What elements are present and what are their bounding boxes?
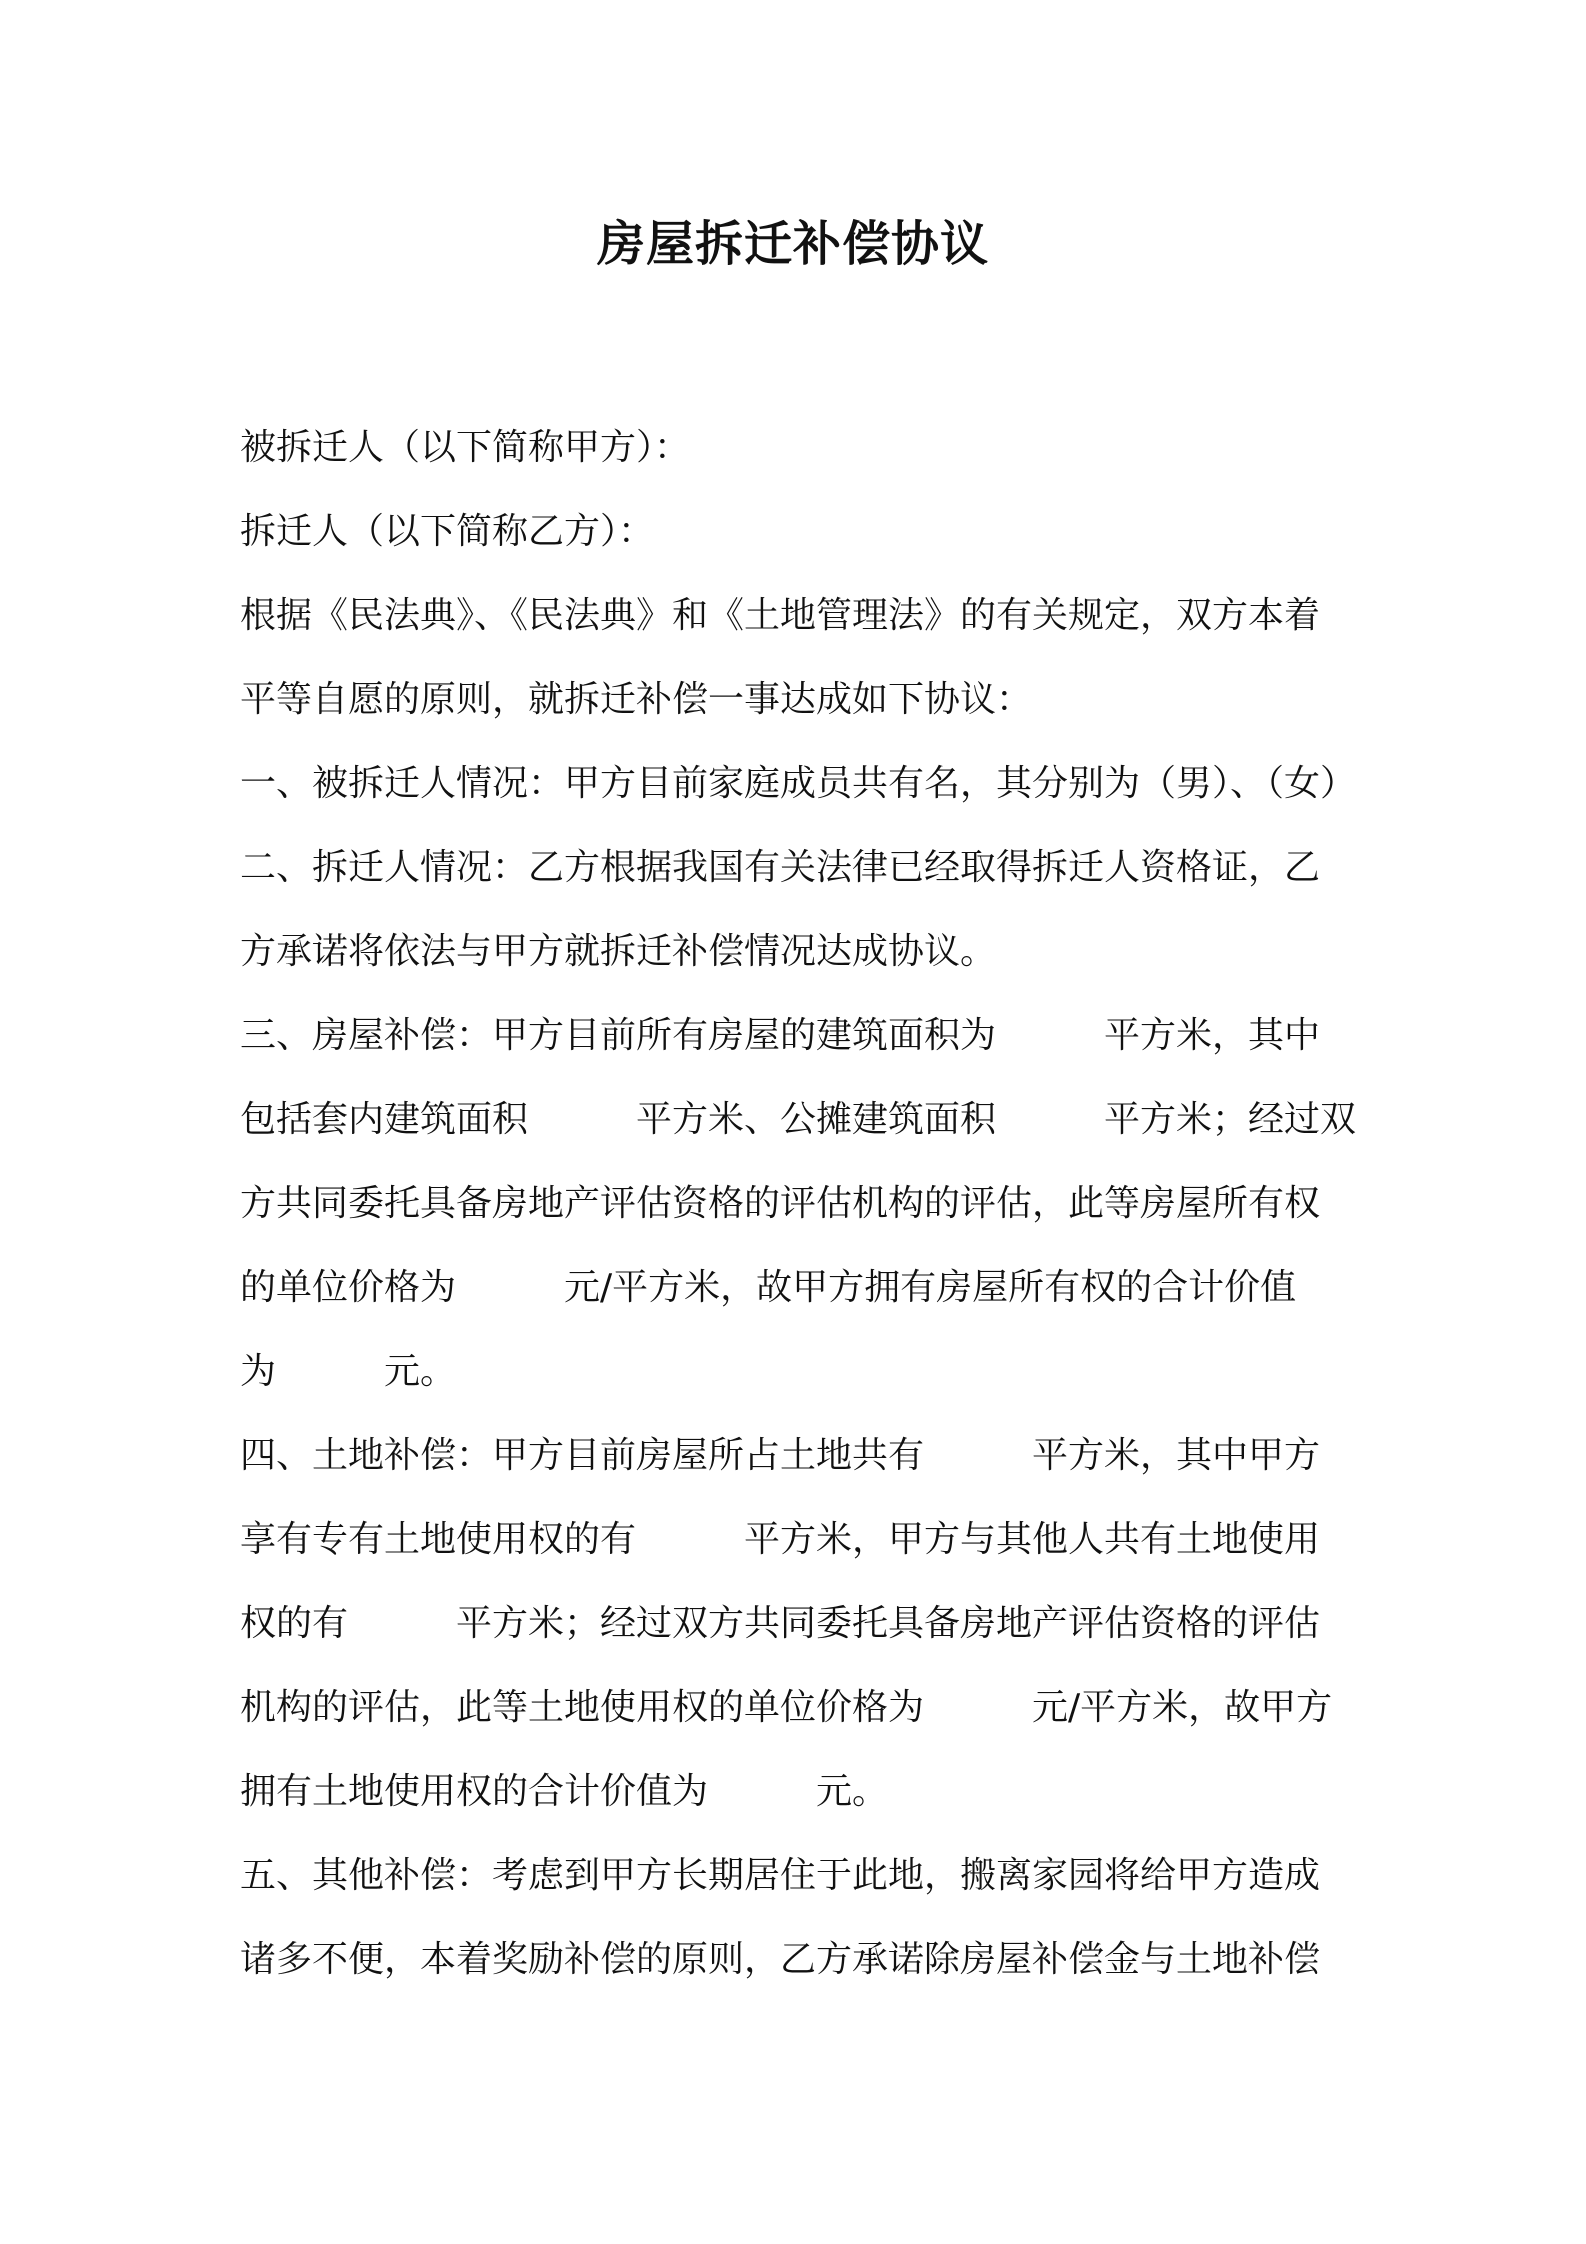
body-line: 四、土地补偿：甲方目前房屋所占土地共有 平方米，其中甲方 [240, 1435, 1321, 1476]
body-line: 二、拆迁人情况：乙方根据我国有关法律已经取得拆迁人资格证，乙 [240, 847, 1321, 888]
body-line: 平等自愿的原则，就拆迁补偿一事达成如下协议： [240, 679, 1033, 720]
body-line: 拥有土地使用权的合计价值为 元。 [240, 1771, 889, 1812]
body-line: 诸多不便，本着奖励补偿的原则，乙方承诺除房屋补偿金与土地补偿 [240, 1939, 1321, 1980]
body-line: 被拆迁人（以下简称甲方）： [240, 427, 691, 468]
body-line: 方共同委托具备房地产评估资格的评估机构的评估，此等房屋所有权 [240, 1183, 1321, 1224]
body-line: 为 元。 [240, 1351, 457, 1392]
body-line: 拆迁人（以下简称乙方）： [240, 511, 655, 552]
document-body [240, 406, 1357, 2002]
document-title: 房屋拆迁补偿协议 [596, 216, 989, 272]
body-line: 三、房屋补偿：甲方目前所有房屋的建筑面积为 平方米，其中 [240, 1015, 1321, 1056]
body-line: 享有专有土地使用权的有 平方米，甲方与其他人共有土地使用 [240, 1519, 1321, 1560]
body-line: 权的有 平方米；经过双方共同委托具备房地产评估资格的评估 [240, 1603, 1321, 1644]
body-line: 包括套内建筑面积 平方米、公摊建筑面积 平方米；经过双 [240, 1099, 1357, 1140]
body-line: 的单位价格为 元/平方米，故甲方拥有房屋所有权的合计价值 [240, 1267, 1297, 1308]
body-line: 一、被拆迁人情况：甲方目前家庭成员共有名，其分别为（男）、（女） [240, 763, 1357, 804]
body-line: 机构的评估，此等土地使用权的单位价格为 元/平方米，故甲方 [240, 1687, 1333, 1728]
body-line: 根据《民法典》、《民法典》和《土地管理法》的有关规定，双方本着 [240, 595, 1321, 636]
body-line: 方承诺将依法与甲方就拆迁补偿情况达成协议。 [240, 931, 997, 972]
body-line: 五、其他补偿：考虑到甲方长期居住于此地，搬离家园将给甲方造成 [240, 1855, 1321, 1896]
